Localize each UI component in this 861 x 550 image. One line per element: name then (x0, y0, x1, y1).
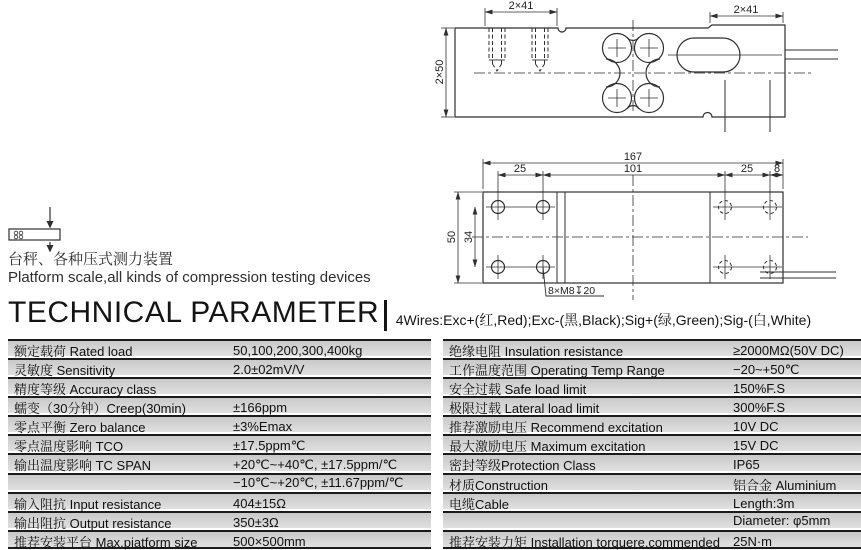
table-row (8, 396, 431, 415)
spec-label: 安全过载 Safe load limit (449, 382, 587, 398)
dim-center-span-label: 101 (623, 163, 643, 175)
table-row (8, 492, 431, 511)
spec-value: Length:3m (733, 495, 795, 511)
spec-label: 最大激励电压 Maximum excitation (449, 439, 646, 455)
spec-value: 350±3Ω (233, 514, 279, 530)
spec-value: 10V DC (733, 419, 779, 435)
table-row (443, 434, 861, 453)
spec-table-right (443, 339, 861, 549)
cable-lines (725, 50, 838, 132)
load-cell-top-view-drawing (430, 145, 861, 305)
title-divider (384, 300, 387, 331)
thread-note-label: 8×M8↧20 (548, 285, 596, 297)
table-row (8, 530, 431, 549)
table-row (8, 453, 431, 472)
table-row (8, 473, 431, 492)
spec-value: 2.0±02mV/V (233, 362, 305, 378)
dim-height-label: 2×50 (434, 59, 446, 85)
table-row (443, 377, 861, 396)
spec-label: 极限过载 Lateral load limit (449, 401, 600, 417)
table-row (443, 473, 861, 492)
table-row (443, 396, 861, 415)
down-arrow-icon (47, 221, 54, 253)
spec-value: ≥2000MΩ(50V DC) (733, 343, 844, 358)
spec-label: 零点平衡 Zero balance (14, 420, 146, 436)
hole-axis-lines (486, 171, 782, 279)
table-row (443, 530, 861, 549)
table-row (8, 339, 431, 358)
dim-width-label: 50 (446, 230, 458, 244)
spec-label: 蠕变（30分钟）Creep(30min) (14, 401, 186, 417)
dim-end-offset-label: 8 (773, 163, 781, 175)
dim-hole-row-pitch-label: 34 (463, 230, 475, 244)
spec-value: 25N·m (733, 533, 773, 549)
spec-label: 电缆Cable (449, 496, 509, 512)
spec-value: ±166ppm (233, 400, 288, 416)
spec-value: 15V DC (733, 438, 779, 454)
spec-label: 推荐安装平台 Max.piatform size (14, 534, 198, 550)
spec-value: 铝合金 Aluminium (733, 477, 837, 493)
spec-label: 精度等级 Accuracy class (14, 382, 157, 398)
spec-value: ±17.5ppm℃ (233, 437, 306, 453)
spec-label: 输出温度影响 TC SPAN (14, 458, 151, 474)
spec-label: 绝缘电阻 Insulation resistance (449, 344, 624, 359)
spec-label: 工作温度范围 Operating Temp Range (449, 363, 665, 379)
dim-hole-pitch-left-label: 25 (513, 163, 527, 175)
table-row (8, 434, 431, 453)
spec-label: 灵敏度 Sensitivity (14, 363, 116, 379)
dim-hole-pitch-right-label: 25 (740, 163, 754, 175)
spec-value: +20℃~+40℃, ±17.5ppm/℃ (233, 456, 398, 472)
spec-label: 输出阻抗 Output resistance (14, 515, 172, 531)
table-row (443, 453, 861, 472)
spec-label: 推荐激励电压 Recommend excitation (449, 420, 663, 436)
spec-value: 150%F.S (733, 381, 786, 397)
table-row (443, 339, 861, 358)
spec-value: 500×500mm (233, 533, 306, 549)
spec-value: IP65 (733, 457, 760, 473)
dim-top-right-label: 2×41 (733, 4, 759, 16)
table-row (8, 377, 431, 396)
spec-value: −10℃~+20℃, ±11.67ppm/℃ (233, 474, 404, 490)
spec-value: −20~+50℃ (733, 361, 800, 377)
dim-overall-length-label: 167 (623, 151, 643, 163)
spec-value: ±3%Emax (233, 419, 293, 435)
application-caption-zh: 台秤、各种压式测力装置 (8, 251, 174, 268)
spec-label: 输入阻抗 Input resistance (14, 496, 162, 512)
spec-value: 404±15Ω (233, 495, 287, 511)
load-cell-side-view-drawing (430, 0, 861, 150)
spec-value: 50,100,200,300,400kg (233, 343, 363, 358)
oval-slot (668, 38, 782, 72)
spec-label: 材质Construction (449, 477, 548, 493)
platform-load-icon (8, 206, 63, 253)
application-caption (8, 251, 371, 287)
spec-label: 零点温度影响 TCO (14, 439, 124, 455)
table-row (443, 492, 861, 511)
table-row (443, 358, 861, 377)
application-caption-en: Platform scale,all kinds of compression testing devices (8, 269, 371, 286)
section-header (8, 297, 811, 329)
threaded-holes-hidden-lines (489, 28, 548, 71)
dim-top-left-label: 2×41 (508, 0, 534, 12)
wiring-note: 4Wires:Exc+(红,Red);Exc-(黑,Black);Sig+(绿,Green);Sig-(白,White) (395, 312, 812, 328)
spec-label: 密封等级Protection Class (449, 458, 596, 474)
table-row (443, 415, 861, 434)
spec-label: 推荐安装力矩 Installation torquere,commended (449, 534, 720, 550)
spec-value: Diameter: φ5mm (733, 512, 831, 528)
spec-table-left (8, 339, 431, 549)
spec-label: 额定载荷 Rated load (14, 344, 133, 359)
page-title: TECHNICAL PARAMETER (8, 296, 380, 329)
table-row (8, 358, 431, 377)
centerlines (472, 175, 808, 300)
table-row (443, 511, 861, 530)
table-row (8, 415, 431, 434)
spec-value: 300%F.S (733, 400, 786, 416)
table-row (8, 511, 431, 530)
